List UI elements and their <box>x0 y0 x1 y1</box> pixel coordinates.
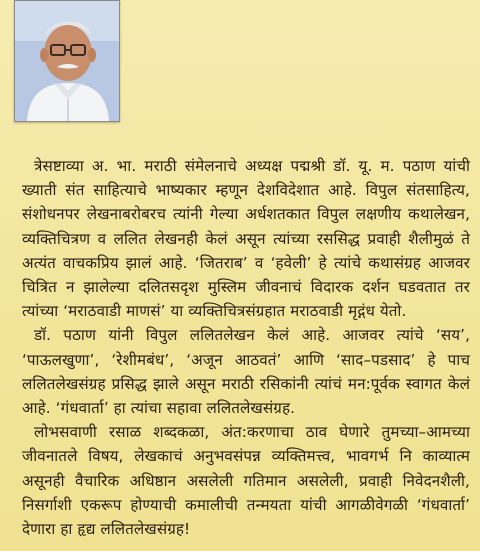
paragraph-intro: त्रेसष्टाव्या अ. भा. मराठी संमेलनाचे अध्यक्ष पद्मश्री डॉ. यू. म. पठाण यांची ख्याती संत साहित्याचे भाष्यकार म्हणून देशविदेशात आहे. विपुल संतसाहित्य, संशोधनपर लेखनाबरोबरच त्यांनी गेल्या अर्धशतकात विपुल लक्षणीय कथालेखन, व्यक्तिचित्रण व ललित लेखनही केलं असून त्यांच्या रससिद्ध प्रवाही शैलीमुळं ते अत्यंत वाचकप्रिय झालं आहे. ‘जितराब’ व ‘हवेली’ हे त्यांचे कथासंग्रह आजवर चित्रित न झालेल्या दलितसदृश मुस्लिम जीवनाचं विदारक दर्शन घडवतात तर त्यांच्या ‘मराठवाडी माणसं’ या व्यक्तिचित्रसंग्रहात मराठवाडी मृद्गंध येतो. <box>22 157 470 321</box>
paragraph-works: डॉ. पठाण यांनी विपुल ललितलेखन केलं आहे. आजवर त्यांचे ‘सय’, ‘पाऊलखुणा’, ‘रेशीमबंध’, ‘अजून आठवतं’ आणि ‘साद–पडसाद’ हे पाच ललितलेखसंग्रह प्रसिद्ध झाले असून मराठी रसिकांनी त्यांचं मन:पूर्वक स्वागत केलं आहे. ‘गंधवार्ता’ हा त्यांचा सहावा ललितलेखसंग्रह. <box>22 326 470 418</box>
author-portrait-photo-icon <box>15 1 119 121</box>
description-text <box>22 154 470 541</box>
paragraph-style: लोभसवाणी रसाळ शब्दकळा, अंत:करणाचा ठाव घेणारे तुमच्या–आमच्या जीवनातले विषय, लेखकाचं अनुभवसंपन्न व्यक्तिमत्त्व, भावगर्भ नि काव्यात्म असूनही वैचारिक अधिष्ठान असलेली गतिमान असलेली, प्रवाही निवेदनशैली, निसर्गाशी एकरूप होण्याची कमालीची तन्मयता यांची आगळीवेगळी ‘गंधवार्ता’ देणारा हा हृद्य ललितलेखसंग्रह! <box>22 423 470 539</box>
author-photo <box>14 0 120 122</box>
